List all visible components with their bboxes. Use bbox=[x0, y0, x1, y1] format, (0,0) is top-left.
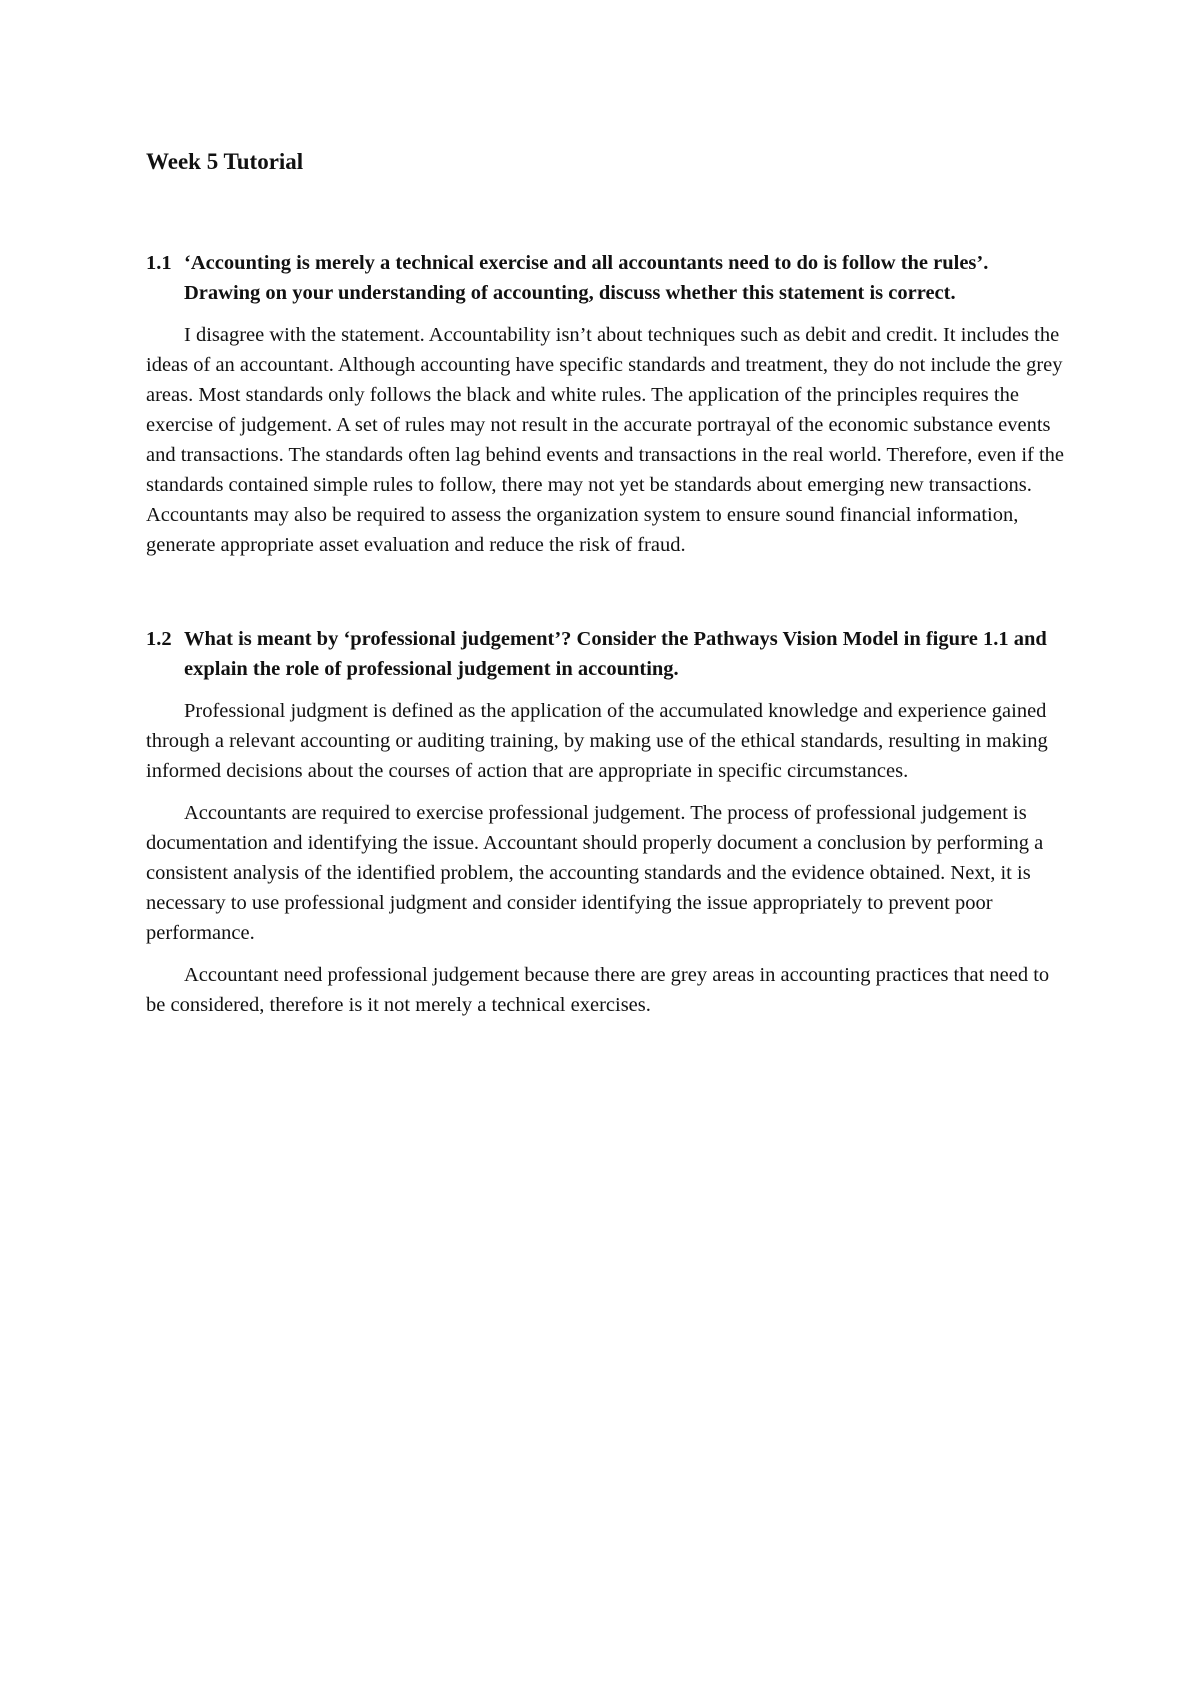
answer-paragraph: Professional judgment is defined as the application of the accumulated knowledge and experience gained through a relevant accounting or auditing training, by making use of the ethical standards, resulting in making informed decisions about the courses of action that are appropriate in specific circumstances. bbox=[146, 700, 1048, 782]
question-1-1 bbox=[146, 248, 1066, 308]
question-number: 1.1 bbox=[146, 252, 172, 274]
answer-paragraph: Accountant need professional judgement because there are grey areas in accounting practices that need to be considered, therefore is it not merely a technical exercises. bbox=[146, 964, 1050, 1016]
document-page bbox=[146, 146, 1066, 1020]
question-1-2 bbox=[146, 624, 1066, 684]
question-text: ‘Accounting is merely a technical exercise and all accountants need to do is follow the rules’. Drawing on your understanding of accounting, discuss whether this statement is correct. bbox=[184, 252, 989, 304]
document-title: Week 5 Tutorial bbox=[146, 149, 304, 174]
question-number: 1.2 bbox=[146, 628, 172, 650]
answer-paragraph: Accountants are required to exercise professional judgement. The process of professional judgement is documentation and identifying the issue. Accountant should properly document a conclusion by performing a consistent analysis of the identified problem, the accounting standards and the evidence obtained. Next, it is necessary to use professional judgment and consider identifying the issue appropriately to prevent poor performance. bbox=[146, 802, 1044, 944]
question-text: What is meant by ‘professional judgement’? Consider the Pathways Vision Model in figure 1.1 and explain the role of professional judgement in accounting. bbox=[184, 628, 1047, 680]
answer-paragraph: I disagree with the statement. Accountability isn’t about techniques such as debit and credit. It includes the ideas of an accountant. Although accounting have specific standards and treatment, they do not include the grey areas. Most standards only follows the black and white rules. The application of the principles requires the exercise of judgement. A set of rules may not result in the accurate portrayal of the economic substance events and transactions. The standards often lag behind events and transactions in the real world. Therefore, even if the standards contained simple rules to follow, there may not yet be standards about emerging new transactions. Accountants may also be required to assess the organization system to ensure sound financial information, generate appropriate asset evaluation and reduce the risk of fraud. bbox=[146, 324, 1065, 556]
